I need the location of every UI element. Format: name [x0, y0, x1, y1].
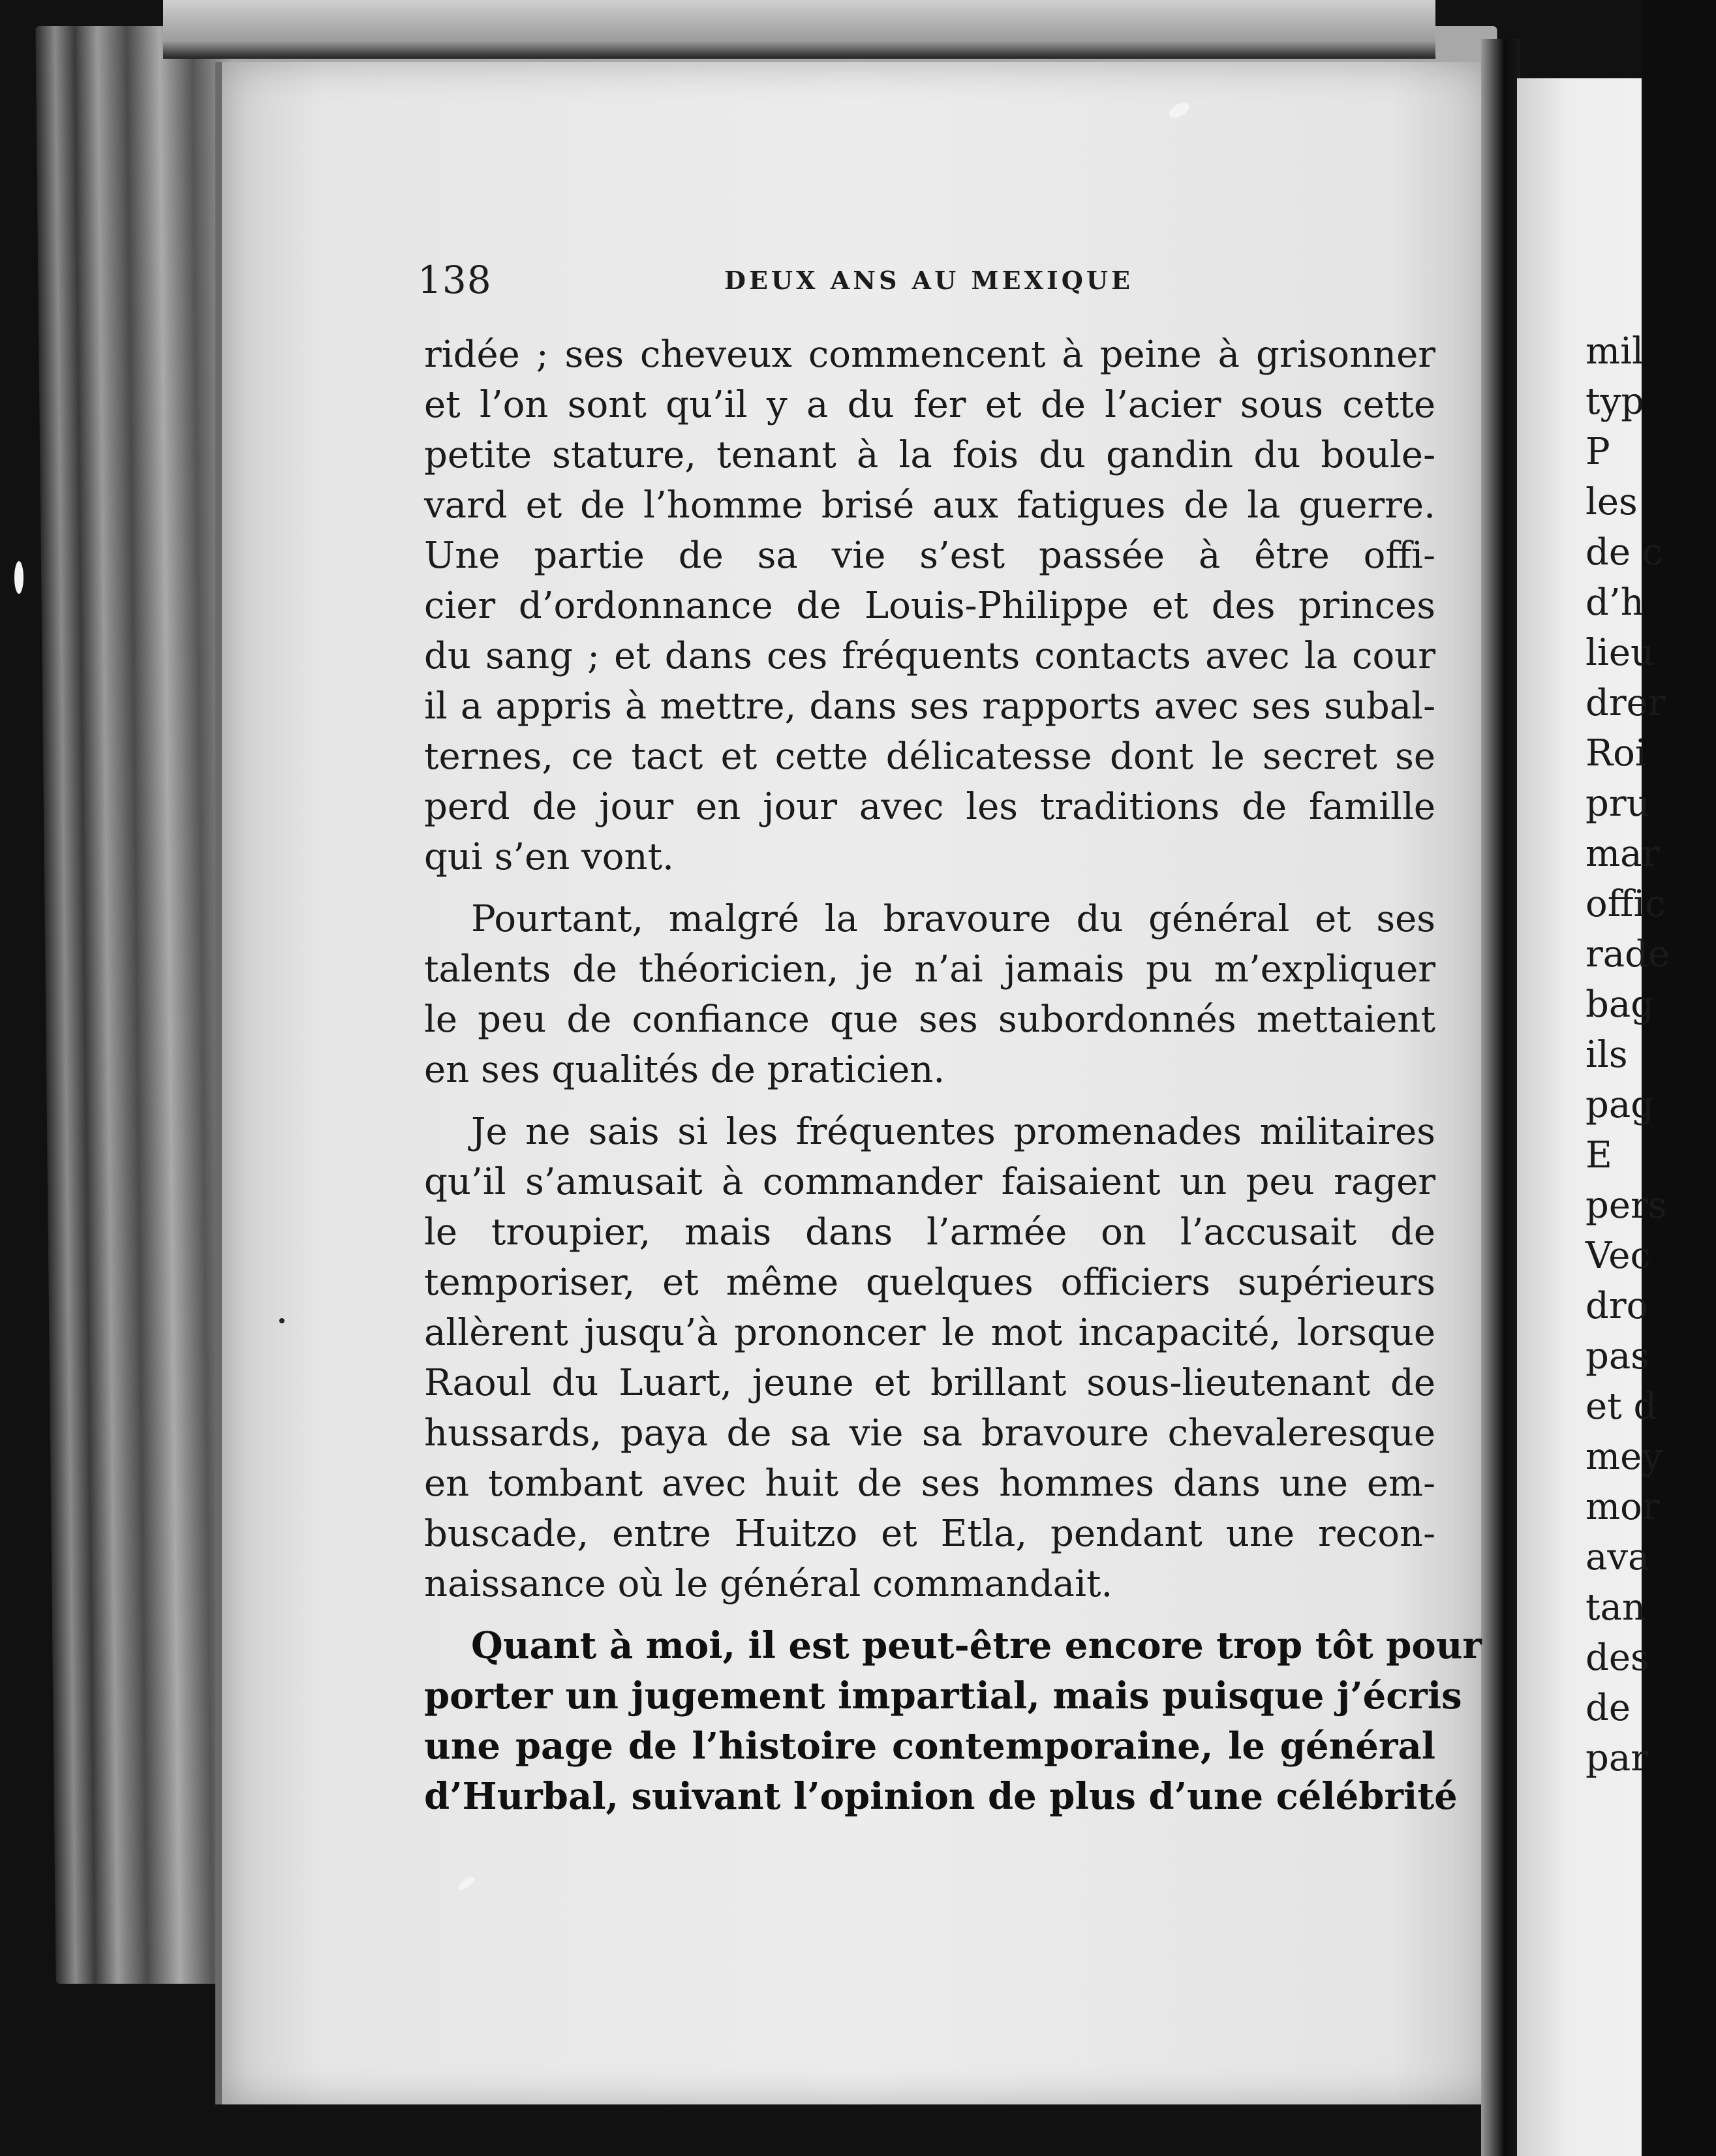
right-page-fragment: tan	[1586, 1586, 1646, 1629]
text-line: Raoul du Luart, jeune et brillant sous-lieutenant de	[424, 1362, 1435, 1404]
right-page-text	[1586, 326, 1716, 1783]
right-page-fragment: Roi	[1586, 732, 1647, 775]
text-line: qu’il s’amusait à commander faisaient un peu rager	[424, 1161, 1435, 1203]
right-page-fragment: de	[1586, 1687, 1631, 1729]
text-line: ternes, ce tact et cette délicatesse dont le secret se	[424, 735, 1435, 778]
text-line: en ses qualités de praticien.	[424, 1049, 945, 1091]
text-line: petite stature, tenant à la fois du gandin du boule-	[424, 434, 1435, 476]
text-line: hussards, paya de sa vie sa bravoure chevaleresque	[424, 1412, 1435, 1455]
right-page-fragment: bag	[1586, 983, 1655, 1026]
book-gutter	[1481, 39, 1520, 2156]
right-page-fragment: offic	[1586, 883, 1666, 925]
text-line: il a appris à mettre, dans ses rapports avec ses subal-	[424, 685, 1435, 728]
paragraph-2	[424, 894, 1435, 1095]
dust-speck	[279, 1318, 284, 1323]
right-page-fragment: E	[1586, 1134, 1612, 1177]
running-header	[418, 258, 1435, 316]
right-page-fragment: lieu	[1586, 632, 1655, 674]
text-line: et l’on sont qu’il y a du fer et de l’acier sous cette	[424, 384, 1435, 426]
text-line: qui s’en vont.	[424, 836, 674, 878]
text-line: porter un jugement impartial, mais puisque j’écris	[424, 1674, 1462, 1717]
text-line: une page de l’histoire contemporaine, le général	[424, 1725, 1435, 1768]
text-line: le troupier, mais dans l’armée on l’accusait de	[424, 1211, 1435, 1254]
right-page-fragment: typ	[1586, 380, 1644, 423]
book-top-edge	[163, 0, 1435, 59]
text-line: le peu de confiance que ses subordonnés mettaient	[424, 998, 1435, 1041]
text-line: perd de jour en jour avec les traditions de famille	[424, 786, 1435, 828]
right-page-fragment: rade	[1586, 933, 1670, 976]
right-page-fragment: par	[1586, 1737, 1649, 1779]
text-line: en tombant avec huit de ses hommes dans une em-	[424, 1462, 1435, 1505]
dust-speck	[14, 561, 23, 594]
text-line: Quant à moi, il est peut-être encore trop tôt pour	[471, 1624, 1482, 1667]
text-line: talents de théoricien, je n’ai jamais pu m’expliquer	[424, 948, 1435, 991]
paragraph-1	[424, 330, 1435, 882]
right-page-fragment: mor	[1586, 1486, 1660, 1528]
text-line: allèrent jusqu’à prononcer le mot incapacité, lorsque	[424, 1312, 1435, 1354]
right-page-fragment: mil	[1586, 330, 1644, 373]
right-page-fragment: mey	[1586, 1436, 1662, 1478]
text-line: buscade, entre Huitzo et Etla, pendant une recon-	[424, 1513, 1435, 1555]
text-line: naissance où le général commandait.	[424, 1563, 1113, 1605]
text-line: du sang ; et dans ces fréquents contacts avec la cour	[424, 635, 1435, 677]
text-line: Une partie de sa vie s’est passée à être offi-	[424, 534, 1435, 577]
right-page-fragment: pru	[1586, 782, 1650, 825]
body-text	[424, 330, 1482, 1822]
page-number: 138	[418, 258, 492, 302]
text-line: vard et de l’homme brisé aux fatigues de la guerre.	[424, 484, 1435, 527]
paragraph-4	[424, 1621, 1482, 1822]
right-page-fragment: d’h	[1586, 581, 1644, 624]
right-page-fragment: ava	[1586, 1536, 1650, 1578]
right-page-fragment: drer	[1586, 682, 1666, 724]
right-page-fragment: P	[1586, 431, 1610, 473]
right-page-fragment: mar	[1586, 833, 1660, 875]
text-line: cier d’ordonnance de Louis-Philippe et des princes	[424, 585, 1435, 627]
text-line: Je ne sais si les fréquentes promenades militaires	[471, 1111, 1435, 1153]
right-page-fragment: dro	[1586, 1285, 1649, 1327]
paragraph-3	[424, 1107, 1435, 1609]
text-line: d’Hurbal, suivant l’opinion de plus d’une célébrité	[424, 1775, 1458, 1818]
right-page-fragment: Vec	[1586, 1235, 1651, 1277]
right-page-fragment: pag	[1586, 1084, 1655, 1126]
running-title: DEUX ANS AU MEXIQUE	[724, 266, 1133, 295]
text-line: ridée ; ses cheveux commencent à peine à grisonner	[424, 333, 1435, 376]
text-line: temporiser, et même quelques officiers supérieurs	[424, 1261, 1435, 1304]
right-page-fragment: de c	[1586, 531, 1663, 574]
right-page-fragment: les	[1586, 481, 1638, 523]
text-line: Pourtant, malgré la bravoure du général et ses	[471, 898, 1435, 940]
right-page-fragment: des	[1586, 1637, 1649, 1679]
right-page-fragment: ils	[1586, 1034, 1628, 1076]
right-page-fragment: et d	[1586, 1385, 1657, 1428]
right-page-fragment: pers	[1586, 1184, 1667, 1227]
right-page-fragment: pas	[1586, 1335, 1649, 1378]
